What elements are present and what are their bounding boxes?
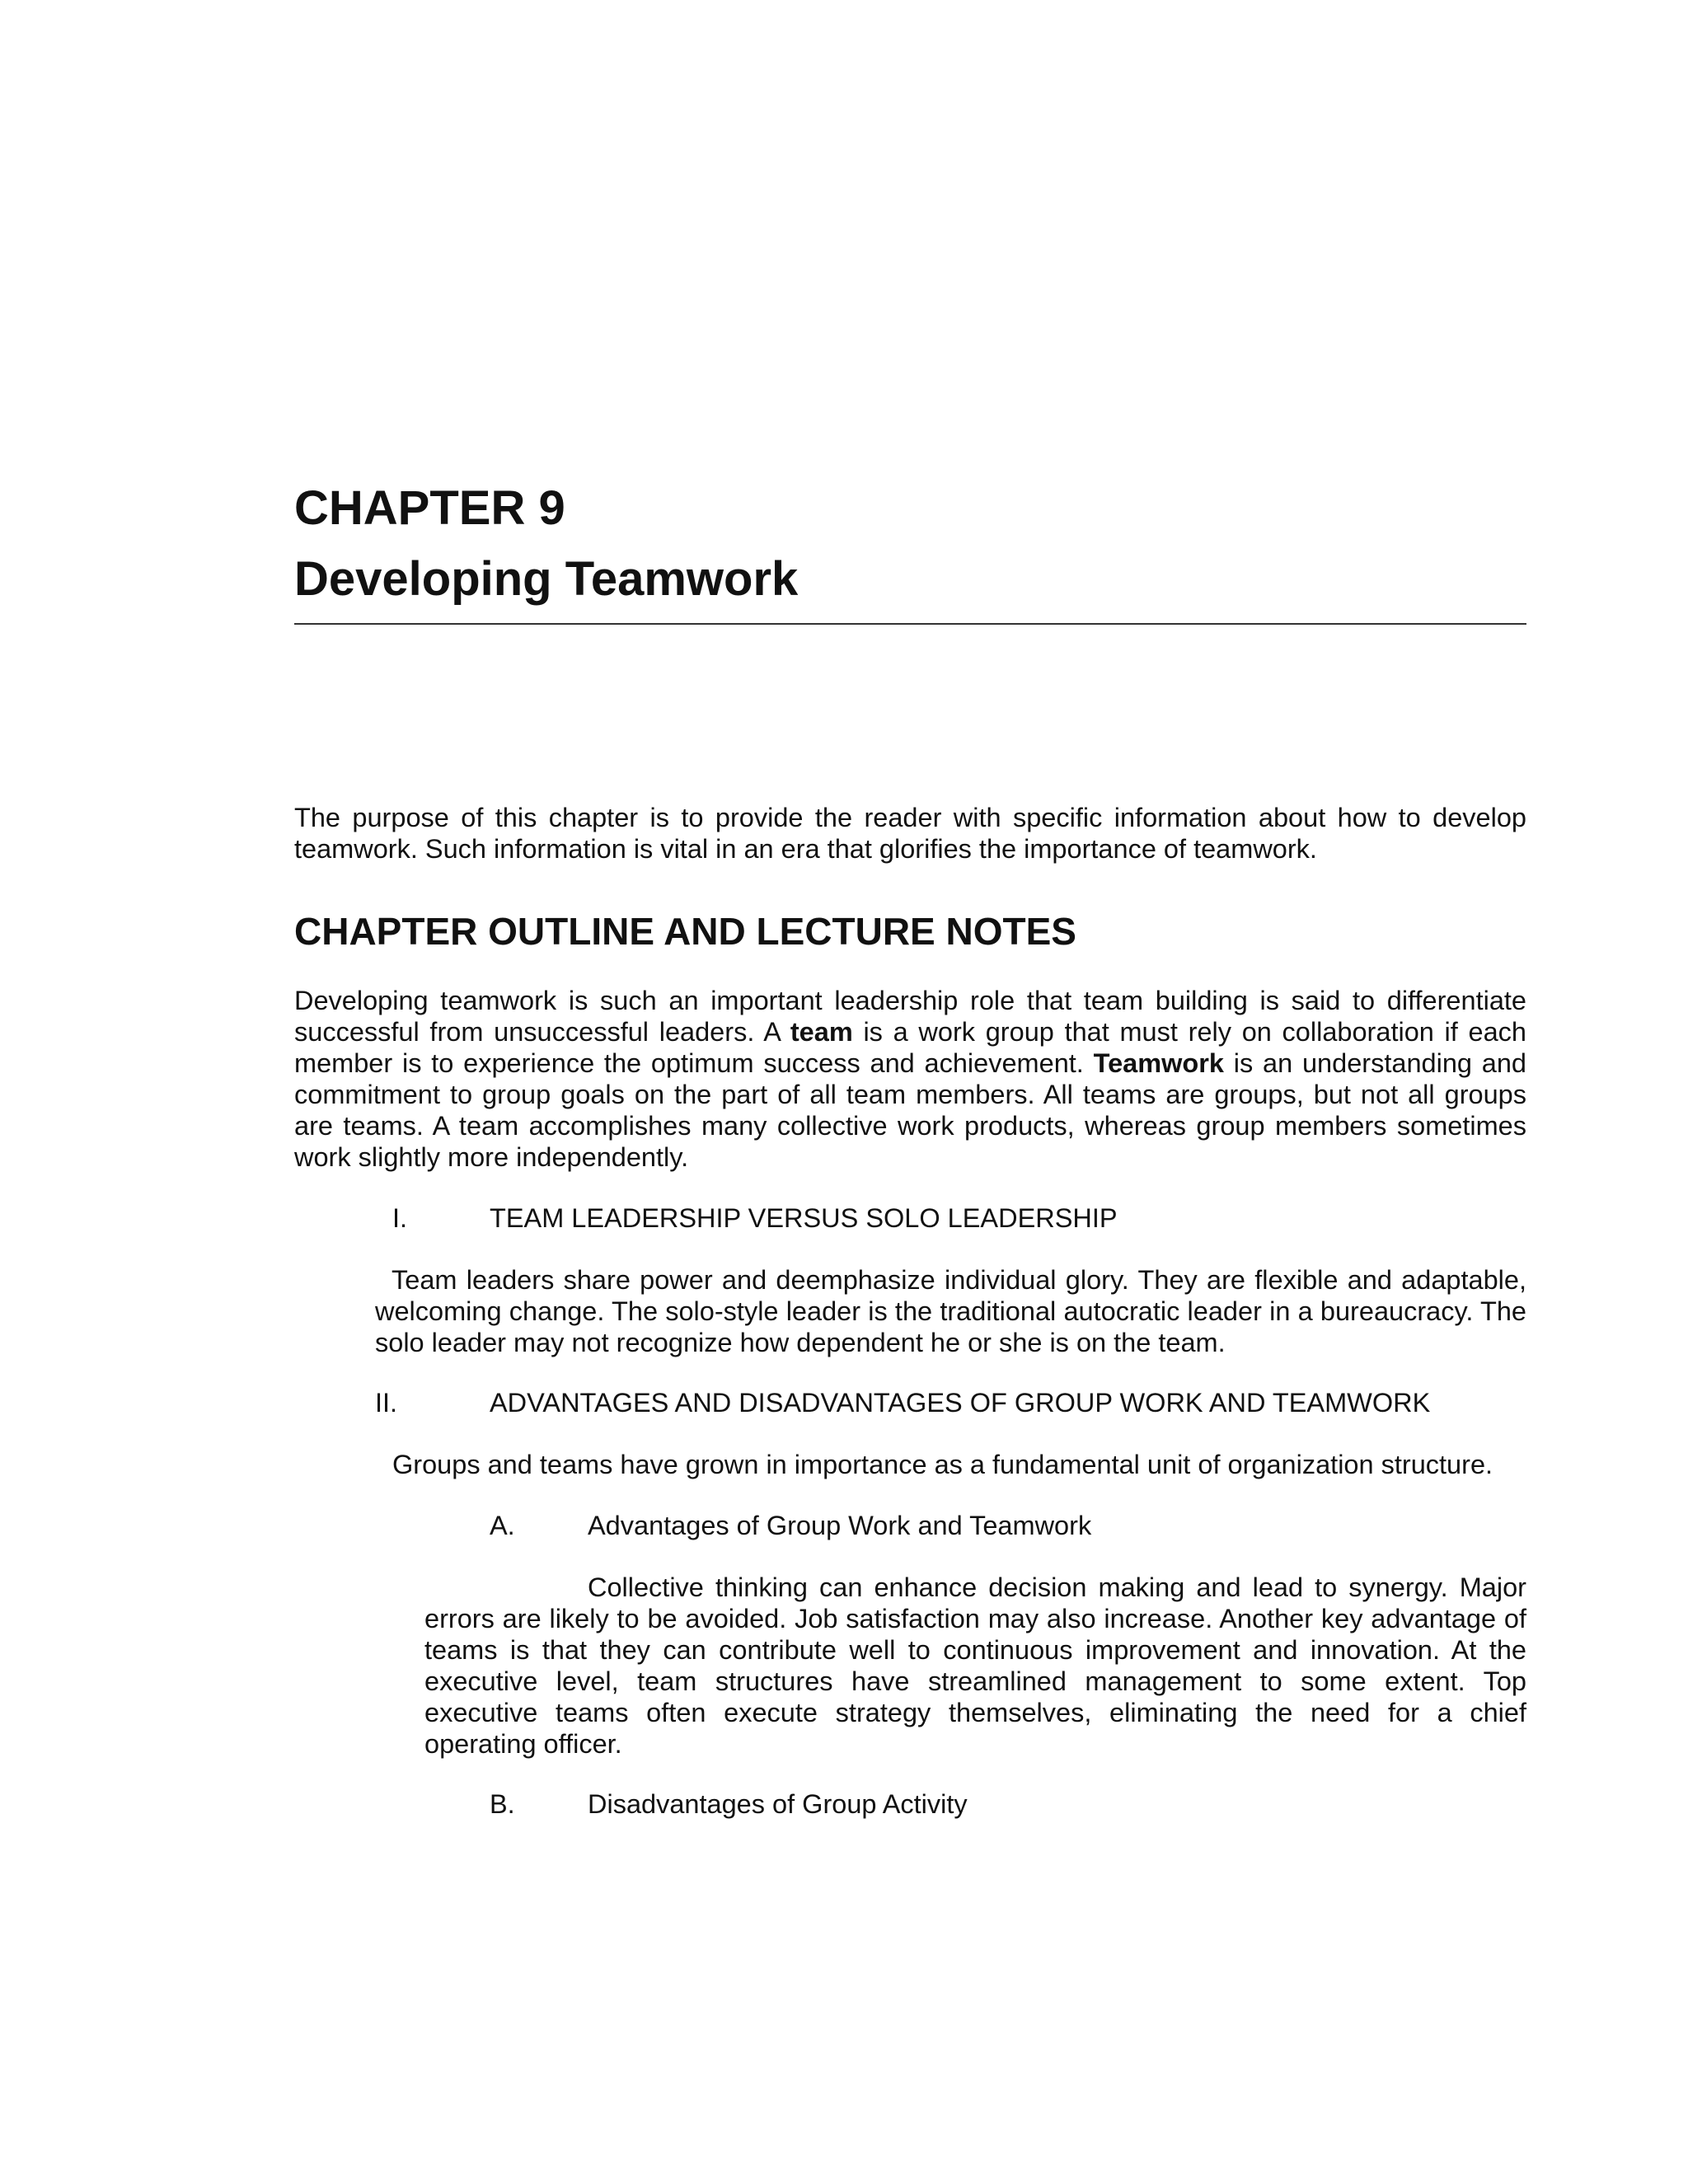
outline-paragraph [294, 985, 1526, 1173]
subsection-b-title: Disadvantages of Group Activity [588, 1789, 968, 1819]
section-1-title: TEAM LEADERSHIP VERSUS SOLO LEADERSHIP [490, 1203, 1118, 1233]
subsection-b-letter: B. [490, 1789, 515, 1819]
section-2-numeral: II. [375, 1388, 398, 1418]
chapter-number: CHAPTER 9 [294, 481, 565, 535]
section-1-numeral: I. [392, 1203, 408, 1233]
section-2-body: Groups and teams have grown in importance as a fundamental unit of organization structure. [392, 1450, 1493, 1479]
subsection-a-body: Collective thinking can enhance decision making and lead to synergy. Major errors are likely to be avoided. Job satisfaction may also increase. Another key advantage of teams is that they can contribute well to continuous improvement and innovation. At the executive level, team structures have streamlined management to some extent. Top executive teams often execute strategy themselves, eliminating the need for a chief operating officer. [424, 1572, 1526, 1759]
outline-text-3: is an understanding and commitment to group goals on the part of all team members. All teams are groups, but not all groups are teams. A team accomplishes many collective work products, whereas group members sometimes work slightly more independently. [294, 1048, 1526, 1172]
intro-paragraph: The purpose of this chapter is to provide the reader with specific information about how to develop teamwork. Such information is vital in an era that glorifies the importance of teamwork. [294, 803, 1526, 864]
outline-heading: CHAPTER OUTLINE AND LECTURE NOTES [294, 910, 1076, 953]
chapter-title: Developing Teamwork [294, 552, 799, 606]
term-teamwork: Teamwork [1093, 1048, 1224, 1078]
section-2-title: ADVANTAGES AND DISADVANTAGES OF GROUP WORK AND TEAMWORK [490, 1388, 1431, 1418]
title-divider [294, 623, 1526, 625]
subsection-a-title: Advantages of Group Work and Teamwork [588, 1511, 1092, 1540]
outline-text-2: is a work group that must rely on collaboration if each member is to experience the optimum success and achievement. [294, 1017, 1526, 1078]
subsection-a-letter: A. [490, 1511, 515, 1540]
term-team: team [790, 1017, 853, 1047]
outline-text-1: Developing teamwork is such an important leadership role that team building is said to differentiate successful from unsuccessful leaders. A [294, 986, 1526, 1047]
section-1-body: Team leaders share power and deemphasize individual glory. They are flexible and adaptable, welcoming change. The solo-style leader is the traditional autocratic leader in a bureaucracy. The solo leader may not recognize how dependent he or she is on the team. [375, 1265, 1526, 1357]
